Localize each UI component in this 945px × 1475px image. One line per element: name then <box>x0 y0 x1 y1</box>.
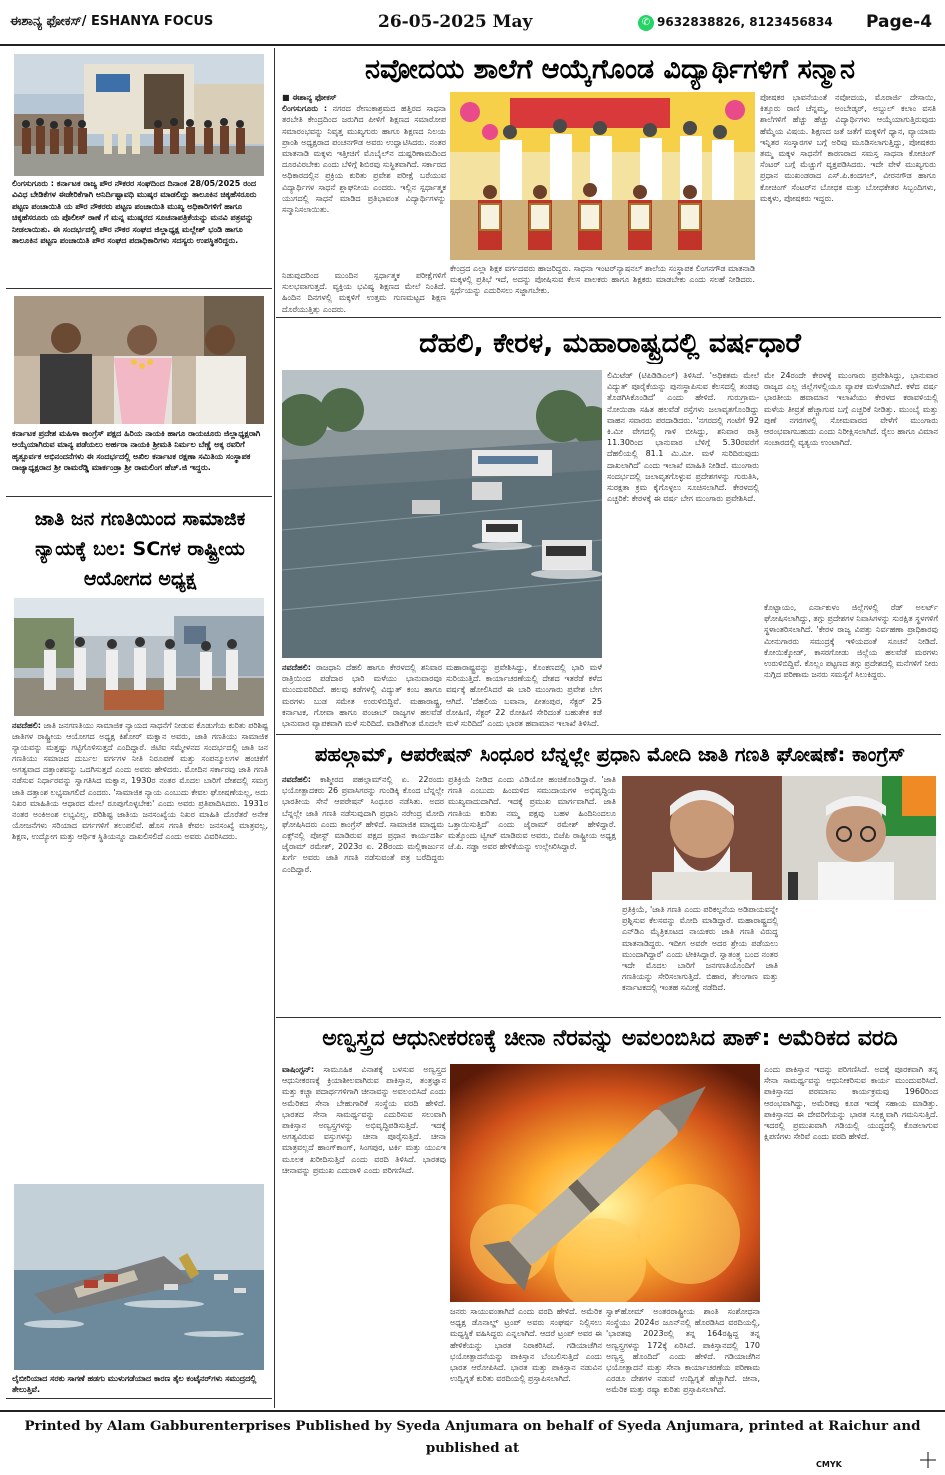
rain-body-4: ಲಿಮಿಟೆಡ್ (ಟಿಪಿಡಿಡಿಎಲ್) ತಿಳಿಸಿದೆ. 'ಅಧಿಕತಮ ಮೇಲೆ ವಿದ್ಯುತ್ ಪೂರೈಕೆಯನ್ನು ಪುನಃಸ್ಥಾಪಿಸುವ ಕೆಲಸದಲ್ಲಿ ತಂಡವು ತೊಡಗಿಸಿಕೊಂಡಿದೆ' ಎಂದು ಹೇಳಿದೆ. ಗುರುಗ್ರಾಮ-ನೋಯಿಡಾ ಸಹಿತ ಹಲವೆಡೆ ರಸ್ತೆಗಳು ಜಲಾವೃತಗೊಂಡಿದ್ದು ವಾಹನ ಸವಾರರು ಪರದಾಡಿದರು. 'ನಗರದಲ್ಲಿ ಗಂಟೆಗೆ 92 ಕಿ.ಮೀ ವೇಗದಲ್ಲಿ ಗಾಳಿ ಬೀಸಿದ್ದು, ಶನಿವಾರ ರಾತ್ರಿ 11.30ರಿಂದ ಭಾನುವಾರ ಬೆಳಿಗ್ಗೆ 5.30ರವರೆಗೆ ದೆಹಲಿಯಲ್ಲಿ 81.1 ಮಿ.ಮೀ. ಮಳೆ ಸುರಿದಿರುವುದು ದಾಖಲಾಗಿದೆ' ಎಂದು ಇಲಾಖೆ ಮಾಹಿತಿ ನೀಡಿದೆ. ಮುಂಗಾರು ಸಂದರ್ಭದಲ್ಲಿ ಜಲಾವೃತಗೊಳ್ಳುವ ಪ್ರದೇಶಗಳನ್ನು ಗುರುತಿಸಿ, ಸುರಕ್ಷತಾ ಕ್ರಮ ಕೈಗೊಳ್ಳಲು ಸೂಚಿಸಲಾಗಿದೆ. ಕೇರಳದಲ್ಲಿ ಎಚ್ಚರಿಕೆ: ಕೇರಳಕ್ಕೆ ಈ ವರ್ಷ ಬೇಗ ಮುಂಗಾರು ಪ್ರವೇಶಿಸಿದೆ. <box>607 371 759 504</box>
imprint-footer <box>0 1410 945 1460</box>
section-divider <box>6 288 272 289</box>
color-registration-bar-center <box>330 1463 510 1469</box>
caste-census-body <box>12 720 268 1180</box>
imprint-line-2 <box>0 1459 945 1460</box>
navodaya-headline: ನವೋದಯ ಶಾಲೆಗೆ ಆಯ್ಕೆಗೊಂಡ ವಿದ್ಯಾರ್ಥಿಗಳಿಗೆ ಸನ್ಮಾನ <box>364 54 856 85</box>
congress-headline: ಪಹಲ್ಗಾಮ್, ಆಪರೇಷನ್ ಸಿಂಧೂರ ಬೆನ್ನಲ್ಲೇ ಪ್ರಧಾನಿ ಮೋದಿ ಜಾತಿ ಗಣತಿ ಘೋಷಣೆ: ಕಾಂಗ್ರೆಸ್ <box>314 743 906 766</box>
congress-body-1 <box>282 774 444 1014</box>
dateline: ನವದೆಹಲಿ: <box>282 663 311 672</box>
section-divider <box>276 734 941 735</box>
site-visit-photo <box>14 598 264 716</box>
article-text: ನಗರದ ರೇಣುಕಾಶ್ರಮದ ಹತ್ತಿರದ ಸಾಧನಾ ತರಬೇತಿ ಕೇಂದ್ರದಿಂದ ಜರುಗಿದ ಪೀಳಿಗೆ ಶಿಕ್ಷಣದ ಸಮಾರೋಪ ಸಮಾರಂಭವನ್ನು ನಿವೃತ್ತ ಮುಖ್ಯಗುರು ಹಾಗೂ ಶಿಕ್ಷಣದ ನಿಲಯ ಪ್ರಾಂಶಿ ಅಧ್ಯಕ್ಷರಾದ ಪಂಚನಗೌಡ ಅವರು ಉದ್ಘಾಟಿಸಿದರು. ನಂತರ ಮಾತನಾಡಿ ಮಕ್ಕಳು ಇತ್ತೀಚಿಗೆ ಮೊಬೈಲ್‌ನ ದುಷ್ಪರಿಣಾಮದಿಂದ ದೂರವಿರಬೇಕು ಎಂದು ಬೆಳಿಗ್ಗೆ ಶಿಬಿರವು ಸುಸ್ಥಿತವಾಗಿದೆ. ಸರ್ಕಾರದ ಅಧಿಕಾರದಲ್ಲಿನ ಪ್ರಕ್ರಿಯ ಕುರಿತು ಪ್ರವೇಶ ಪರೀಕ್ಷೆ ಬರೆಯುವ ವಿದ್ಯಾರ್ಥಿಗಳ ಸಾಧನೆ ಶ್ಲಾಘನೀಯ ಎಂದರು. ಇಲ್ಲಿನ ಸ್ಪರ್ಧಾತ್ಮಕ ಯುಗದಲ್ಲಿ ಸಾಧನೆ ಮಾಡಿದ ಪ್ರತಿಭಾವಂತ ವಿದ್ಯಾರ್ಥಿಗಳನ್ನು ಸನ್ಮಾನಿಸಲಾಯಿತು. <box>282 104 446 215</box>
section-divider <box>6 1398 272 1399</box>
felicitation-caption: ಕರ್ನಾಟಕ ಪ್ರದೇಶ ಮಹಿಳಾ ಕಾಂಗ್ರೆಸ್ ಪಕ್ಷದ ಹಿರಿಯ ನಾಯಕಿ ಹಾಗೂ ರಾಯಚೂರು ಜಿಲ್ಲಾಧ್ಯಕ್ಷರಾಗಿ ಆಯ್ಕೆಯಾಗಿರುವ ಮಾನ್ಯ ಪಡೆಯಲು ಅರ್ಹರಾ ನಾಯಕಿ ಶ್ರೀಮತಿ ನಿರ್ಮಲ ಬೆಣ್ಣೆ ಅಕ್ಕ ರವರಿಗೆ ಹೃತ್ಪೂರ್ವಕ ಅಭಿನಂದನೆಗಳು ಈ ಸಂದರ್ಭದಲ್ಲಿ ಅಖಿಲ ಕರ್ನಾಟಕ ರಕ್ಷಣಾ ಸಮಿತಿಯ ಸಂಸ್ಥಾಪಕ ರಾಜ್ಯಾಧ್ಯಕ್ಷರಾದ ಶ್ರೀ ರಾಮರೆಡ್ಡಿ ಮಾರ್ಕಂಡ್ರಾ ಶ್ರೀ ರಾಮಲಿಂಗ ಹೆಚ್.ಜಿ ಇದ್ದರು. <box>12 429 261 473</box>
rain-body-3: ಮೇ 24ರಂದೇ ಕೇರಳಕ್ಕೆ ಮುಂಗಾರು ಪ್ರವೇಶಿಸಿದ್ದು, ಭಾನುವಾರ ರಾಜ್ಯದ ಎಲ್ಲ ಜಿಲ್ಲೆಗಳಲ್ಲಿಯೂ ವ್ಯಾಪಕ ಮಳೆಯಾಗಿದೆ. ಕಳೆದ ವರ್ಷ ಭಾರತೀಯ ಹವಾಮಾನ ಇಲಾಖೆಯು ಕೇರಳದ ಕರಾವಳಿಯಲ್ಲಿ ಮಳೆಯ ತೀವ್ರತೆ ಹೆಚ್ಚಾಗುವ ಬಗ್ಗೆ ಎಚ್ಚರಿಕೆ ನೀಡಿತ್ತು. ಮುಂಬೈ ಮತ್ತು ಪುಣೆ ನಗರಗಳಲ್ಲಿ ಸೋಮವಾರದ ವೇಳೆಗೆ ಮುಂಗಾರು ಆರಂಭವಾಗಬಹುದು ಎಂದು ನಿರೀಕ್ಷಿಸಲಾಗಿದೆ. ರೈಲು ಹಾಗೂ ವಿಮಾನ ಸಂಚಾರದಲ್ಲಿ ವ್ಯತ್ಯಯ ಉಂಟಾಗಿದೆ. <box>764 371 938 448</box>
flooded-road-photo <box>282 370 602 658</box>
column-divider <box>274 48 275 1408</box>
protest-photo <box>14 54 264 176</box>
crosshair-icon <box>920 1452 936 1468</box>
congress-body-3: ಪ್ರತಿಕ್ರಿಯೆ, 'ಜಾತಿ ಗಣತಿ ಎಂದು ಪರಿಕಲ್ಪನೆಯ ಅಡಿಪಾಯವನ್ನೇ ಪ್ರಶ್ನಿಸುವ ಕೆಲಸವನ್ನು ಮೋದಿ ಮಾಡಿದ್ದಾರೆ. ಮಹಾರಾಷ್ಟ್ರದಲ್ಲಿ ಎನ್‌ಡಿಎ ಮೈತ್ರಿಕೂಟದ ನಾಯಕರು ಜಾತಿ ಗಣತಿ ವಿರುದ್ಧ ಮಾತನಾಡಿದ್ದರು. ಇದೀಗ ಅವರೇ ಅದರ ಶ್ರೇಯ ಪಡೆಯಲು ಮುಂದಾಗಿದ್ದಾರೆ' ಎಂದು ಟೀಕಿಸಿದ್ದಾರೆ. ಸ್ವಾತಂತ್ರ್ಯ ಬಂದ ನಂತರ ಇದೇ ಮೊದಲ ಬಾರಿಗೆ ಜನಗಣತಿಯೊಂದಿಗೆ ಜಾತಿ ಗಣತಿಯನ್ನು ಸೇರಿಸಲಾಗುತ್ತಿದೆ. ಬಿಹಾರ, ತೆಲಂಗಾಣ ಮತ್ತು ಕರ್ನಾಟಕದಲ್ಲಿ ಇಂತಹ ಸಮೀಕ್ಷೆ ನಡೆದಿದೆ. <box>622 905 778 993</box>
protest-caption: ಲಿಂಗಸುಗೂರು : ಕರ್ನಾಟಕ ರಾಜ್ಯ ಪೌರ ನೌಕರರ ಸಂಘದಿಂದ ದಿನಾಂಕ 28/05/2025 ರಂದ ವಿವಿಧ ಬೇಡಿಕೆಗಳ ಈಡೇರಿಕೆಗಾಗಿ ಅನಿರ್ದಿಷ್ಟಾವಧಿ ಮುಷ್ಕರ ಮಾಡಲಿದ್ದು ತಾಲೂಕಿನ ಚಿಕ್ಕಹೆಸರೂರು ಪಟ್ಟಣ ಪಂಚಾಯಿತಿ ಯ ಪೌರ ನೌಕರರು ಪಟ್ಟಣ ಪಂಚಾಯಿತಿ ಮುಖ್ಯ ಅಧಿಕಾರಿಗಳಿಗೆ ಹಾಗೂ ಚಿಕ್ಕಹೆಸರೂರು ಯ ಪೊಲೀಸ್ ಠಾಣೆ ಗೆ ಮನ್ನ ಮುಷ್ಕರದ ಸೂಚನಾಪತ್ರಿಕೆಯನ್ನು ಮನವಿ ಪತ್ರವನ್ನು ನೀಡಲಾಯಿತು. ಈ ಸಂದರ್ಭದಲ್ಲಿ ಪೌರ ನೌಕರ ಸಂಘದ ಜಿಲ್ಲಾಧ್ಯಕ್ಷ ಮಲ್ಲೇಶ್ ಭಂಡಿ ಹಾಗೂ ತಾಲೂಕಿನ ಪಟ್ಟಣ ಪಂಚಾಯಿತಿ ಪೌರ ಸಂಘದ ಪದಾಧಿಕಾರಿಗಳು ಸದಸ್ಯರು ಉಪಸ್ಥಿತರಿದ್ದರು. <box>12 179 257 246</box>
pak-headline: ಅಣ್ವಸ್ತ್ರದ ಆಧುನೀಕರಣಕ್ಕೆ ಚೀನಾ ನೆರವನ್ನು ಅವಲಂಬಿಸಿದ ಪಾಕ್: ಅಮೆರಿಕದ ವರದಿ <box>322 1026 898 1051</box>
caste-census-headline: ಜಾತಿ ಜನ ಗಣತಿಯಿಂದ ಸಾಮಾಜಿಕ ನ್ಯಾಯಕ್ಕೆ ಬಲ: SCಗಳ ರಾಷ್ಟ್ರೀಯ ಆಯೋಗದ ಅಧ್ಯಕ್ಷ <box>34 508 246 590</box>
pak-body-3: ಸ್ವಾಕ್‌ಹೋಮ್ ಅಂತರರಾಷ್ಟ್ರೀಯ ಶಾಂತಿ ಸಂಶೋಧನಾ ಸಂಸ್ಥೆಯು 2024ರ ಜೂನ್‌ನಲ್ಲಿ ಹೊರಡಿಸಿದ ವರದಿಯಲ್ಲಿ, 'ಭಾರತವು 2023ರಲ್ಲಿ ತನ್ನ 164ರಷ್ಟಿದ್ದ ತನ್ನ ಅಣ್ವಸ್ತ್ರಗಳನ್ನು 172ಕ್ಕೆ ಏರಿಸಿದೆ. ಪಾಕಿಸ್ತಾನದಲ್ಲಿ 170 ಅಣ್ವಸ್ತ್ರ ಹೊಂದಿದೆ' ಎಂದು ಹೇಳಿದೆ. ಗಡಿಯಾಚೆಗಿನ ಭಯೋತ್ಪಾದನೆ ಮತ್ತು ಸೇನಾ ಕಾರ್ಯಾಚರಣೆಯ ಪರಿಣಾಮ ಎರಡೂ ದೇಶಗಳ ನಡುವೆ ಉದ್ವಿಗ್ನತೆ ಹೆಚ್ಚಾಗಿದೆ. ಚೀನಾ, ಅಮೆರಿಕ ಮತ್ತು ರಷ್ಯಾ ಕುರಿತು ಪ್ರಸ್ತಾಪಿಸಲಾಗಿದೆ. <box>606 1307 760 1395</box>
pak-body-2: ಜನರು ಸಾಯುವಂತಾಗಿದೆ ಎಂದು ವರದಿ ಹೇಳಿದೆ. ಅಮೆರಿಕ ಅಧ್ಯಕ್ಷ ಡೊನಾಲ್ಡ್ ಟ್ರಂಪ್ ಅವರು ಸಂಘರ್ಷ ನಿಲ್ಲಿಸಲು ಮಧ್ಯಸ್ಥಿಕೆ ವಹಿಸಿದ್ದರು ಎನ್ನಲಾಗಿದೆ. ಆದರೆ ಟ್ರಂಪ್ ಅವರ ಈ ಹೇಳಿಕೆಯನ್ನು ಭಾರತ ನಿರಾಕರಿಸಿದೆ. ಗಡಿಯಾಚೆಗಿನ ಭಯೋತ್ಪಾದನೆಯನ್ನು ಪಾಕಿಸ್ತಾನ ಬೆಂಬಲಿಸುತ್ತಿದೆ ಎಂದು ಭಾರತ ಆರೋಪಿಸಿದೆ. ಭಾರತ ಮತ್ತು ಪಾಕಿಸ್ತಾನ ನಡುವಿನ ಉದ್ವಿಗ್ನತೆ ಕುರಿತು ವರದಿಯಲ್ಲಿ ಪ್ರಸ್ತಾಪಿಸಲಾಗಿದೆ. <box>450 1307 602 1384</box>
rain-headline: ದೆಹಲಿ, ಕೇರಳ, ಮಹಾರಾಷ್ಟ್ರದಲ್ಲಿ ವರ್ಷಧಾರೆ <box>419 328 801 359</box>
cmyk-mark: CMYK <box>816 1460 842 1469</box>
issue-date: 26-05-2025 May <box>378 12 533 32</box>
imprint-line-1: Printed by Alam Gabburenterprises Published by Syeda Anjumara on behalf of Syeda Anjumara, printed at Raichur and published at <box>24 1418 921 1456</box>
section-divider <box>276 1017 941 1018</box>
rain-body-2: ಮಹಾರಾಷ್ಟ್ರವನ್ನು ಪ್ರವೇಶಿಸಿದ್ದು, ಕೊಂಕಣದಲ್ಲಿ ಭಾರಿ ಮಳೆ ಸುರಿಯುತ್ತಿದೆ. ಕಾರ್ಯಾಚರಣೆಯಲ್ಲಿ ದೇಶದ ಇತರೆಡೆ ಕಳೆದ ವರ್ಷಕ್ಕೆ ಹೋಲಿಸಿದರೆ ಈ ಬಾರಿ ಮುಂಗಾರು ಪ್ರವೇಶ ಬೇಗ ಆಗಿದೆ. 'ದೆಹಲಿಯ ಬವಾನಾ, ಪೀತಂಪುರ, ಸೆಕ್ಟರ್ 25 ರೋಹಿಣಿ, ಸೆಕ್ಟರ್ 22 ರೋಹಿಣಿ ಸೇರಿದಂತೆ ಬಹುತೇಕ ಕಡೆ ಮಳೆ ಸುರಿದಿದೆ' ಎಂದು ಭಾರತ ಹವಾಮಾನ ಇಲಾಖೆ ತಿಳಿಸಿದೆ. <box>446 663 602 729</box>
congress-body-2: ಪ್ರತಿಕ್ರಿಯೆ ನೀಡಿದ ಎಂದು ವಿಡಿಯೋ ಹಂಚಿಕೊಂಡಿದ್ದಾರೆ. 'ಜಾತಿ ಗಣತಿ ಎಂಬುದು ಹಿಂದುಳಿದ ಸಮುದಾಯಗಳ ಅಭಿವೃದ್ಧಿಯ ಮುಖ್ಯವಾದುದಾಗಿದೆ. ಇದಕ್ಕೆ ಪ್ರಮುಖ ಮಾರ್ಗವಾಗಿದೆ. ಜಾತಿ ಗಣತಿಯ ಕುರಿತು ನಮ್ಮ ಪಕ್ಷವು ಬಹಳ ಹಿಂದಿನಿಂದಲೂ ಒತ್ತಾಯಿಸುತ್ತಿದೆ' ಎಂದು ಜೈರಾಮ್ ರಮೇಶ್ ಹೇಳಿದ್ದಾರೆ. ಮತ್ತೊಂದು ಟ್ವೀಟ್ ಮಾಡಿರುವ ಅವರು, ಬಿಜೆಪಿ ರಾಷ್ಟ್ರೀಯ ಅಧ್ಯಕ್ಷ ಜೆ.ಪಿ. ನಡ್ಡಾ ಅವರ ಹೇಳಿಕೆಯನ್ನು ಉಲ್ಲೇಖಿಸಿದ್ದಾರೆ. <box>448 775 616 852</box>
navodaya-body-left <box>282 92 446 268</box>
dateline: ವಾಷಿಂಗ್ಟನ್: <box>282 1065 315 1074</box>
color-registration-bar-left <box>22 1463 82 1469</box>
rain-body-1 <box>282 662 442 730</box>
section-divider <box>6 496 272 497</box>
navodaya-body-mid: ನಿಡುವುದರಿಂದ ಮುಂದಿನ ಸ್ಪರ್ಧಾತ್ಮಕ ಪರೀಕ್ಷೆಗಳಿಗೆ ಸುಲಭವಾಗುತ್ತದೆ. ವ್ಯಕ್ತಿಯ ಭವಿಷ್ಯ ಶಿಕ್ಷಣದ ಮೇಲೆ ನಿಂತಿದೆ. ಹಿಂದಿನ ದಿನಗಳಲ್ಲಿ ಮಕ್ಕಳಿಗೆ ಉತ್ತಮ ಗುಣಮಟ್ಟದ ಶಿಕ್ಷಣ ದೊರೆಯುತ್ತಿತ್ತು ಎಂದರು. <box>282 271 446 314</box>
navodaya-body-right: ಪೋಷಕರ ಭಾವನೆಯಂತೆ ನವೋದಯ, ಮೊರಾರ್ಜಿ ದೇಸಾಯಿ, ಕಿತ್ತೂರು ರಾಣಿ ಚೆನ್ನಮ್ಮ, ಅಂಬೇಡ್ಕರ್, ಅಬ್ದುಲ್ ಕಲಾಂ ವಸತಿ ಶಾಲೆಗಳಿಗೆ ಹೆಚ್ಚು ಹೆಚ್ಚು ವಿದ್ಯಾರ್ಥಿಗಳು ಆಯ್ಕೆಯಾಗುತ್ತಿರುವುದು ಹೆಮ್ಮೆಯ ವಿಷಯ. ಶಿಕ್ಷಣದ ಜತೆ ಜತೆಗೆ ಮಕ್ಕಳಿಗೆ ಧ್ಯಾನ, ವ್ಯಾಯಾಮ ಇನ್ನಿತರ ಸಂಸ್ಕಾರಗಳ ಬಗ್ಗೆ ಅರಿವು ಮೂಡಿಸಲಾಗುತ್ತಿದ್ದು, ಪೋಷಕರು ತಮ್ಮ ಮಕ್ಕಳ ಸಾಧನೆಗೆ ಕಾರಣರಾದ ಸಮಸ್ತ ಸಾಧನಾ ಕೋಚಿಂಗ್ ಸೆಂಟರ್ ಬಗ್ಗೆ ಮೆಚ್ಚುಗೆ ವ್ಯಕ್ತಪಡಿಸಿದರು. ಇದೇ ವೇಳೆ ಮುಖ್ಯಗುರು ಪ್ರಧಾನ ಮುಖಂಡರಾದ ಎಸ್.ಪಿ.ಕಂದಗಲ್, ವೀರನಗೌಡ ಹಾಗೂ ಕೋಚಿಂಗ್ ಸೆಂಟರ್‌ನ ಬೋಧಕ ಮತ್ತು ಬೋಧಕೇತರ ಸಿಬ್ಬಂದಿಗಳು, ಮಕ್ಕಳು, ಪೋಷಕರು ಇದ್ದರು. <box>760 93 936 203</box>
leaders-photo <box>622 776 936 900</box>
dateline: ನವದೆಹಲಿ: <box>282 775 311 784</box>
article-text: ಸಾಮೂಹಿಕ ವಿನಾಶಕ್ಕೆ ಬಳಸುವ ಅಣ್ವಸ್ತ್ರದ ಆಧುನೀಕರಣಕ್ಕೆ ಕ್ರಿಯಾಶೀಲವಾಗಿರುವ ಪಾಕಿಸ್ತಾನ, ತಂತ್ರಜ್ಞಾನ ಮತ್ತು ಕಚ್ಚಾ ಪದಾರ್ಥಗಳಿಗಾಗಿ ಚೀನಾವನ್ನು ಅವಲಂಬಿಸಿದೆ ಎಂದು ಅಮೆರಿಕದ ಸೇನಾ ಬೇಹುಗಾರಿಕೆ ಸಂಸ್ಥೆಯ ವರದಿ ಹೇಳಿದೆ. ಭಾರತದ ಸೇನಾ ಸಾಮರ್ಥ್ಯವನ್ನು ಎದುರಿಸುವ ಸಲುವಾಗಿ ಪಾಕಿಸ್ತಾನ ಅಣ್ವಸ್ತ್ರಗಳನ್ನು ಅಭಿವೃದ್ಧಿಪಡಿಸುತ್ತಿದೆ. ಇದಕ್ಕೆ ಅಗತ್ಯವಿರುವ ವಸ್ತುಗಳನ್ನು ಚೀನಾ ಪೂರೈಸುತ್ತಿದೆ. ಚೀನಾ ಮಾತ್ರವಲ್ಲದೆ ಹಾಂಗ್‌ಕಾಂಗ್, ಸಿಂಗಪುರ, ಟರ್ಕಿ ಮತ್ತು ಯುಎಇ ಮೂಲಕ ಖರೀದಿಸುತ್ತಿದೆ ಎಂದು ವರದಿ ತಿಳಿಸಿದೆ. ಭಾರತವು ಚೀನಾವನ್ನು ಪ್ರಮುಖ ಎದುರಾಳಿ ಎಂದು ಪರಿಗಣಿಸಿದೆ. <box>282 1065 446 1175</box>
whatsapp-icon: ✆ <box>638 15 654 31</box>
sinking-ship-photo <box>14 1184 264 1370</box>
missile-explosion-photo <box>450 1064 760 1302</box>
color-registration-bar-right <box>700 1463 800 1469</box>
article-text: ರಾಜಧಾನಿ ದೆಹಲಿ ಹಾಗೂ ಕೇರಳದಲ್ಲಿ ಶನಿವಾರ ರಾತ್ರಿಯಿಂದ ಪಡೆದಾರ ಭಾರಿ ಮಳೆಯು ಭಾನುವಾರವೂ ಮುಂದುವರಿದಿದೆ. ಹಲವು ಕಡೆಗಳಲ್ಲಿ ವಿದ್ಯುತ್ ಕಂಬ ಹಾಗೂ ಮರಗಳು ಬುಡ ಸಮೇತ ಉರುಳಿಬಿದ್ದಿವೆ. ಮಹಾರಾಷ್ಟ್ರ, ಕರ್ನಾಟಕ, ಗೋವಾ ಹಾಗೂ ಪಂಜಾಬ್ ರಾಜ್ಯಗಳ ಹಲವೆಡೆ ಭಾನುವಾರ ವ್ಯಾಪಕವಾಗಿ ಮಳೆ ಸುರಿದಿದೆ. ವಾಡಿಕೆಗಿಂತ ಮೊದಲೇ <box>282 663 442 729</box>
section-divider <box>276 317 941 318</box>
masthead <box>0 0 945 46</box>
phone-numbers: 9632838826, 8123456834 <box>657 15 833 29</box>
page-number: Page-4 <box>866 12 933 32</box>
pak-body-4: ಎಂದು ಪಾಕಿಸ್ತಾನ ಇದನ್ನು ಪರಿಗಣಿಸಿದೆ. ಅದಕ್ಕೆ ಪೂರಕವಾಗಿ ತನ್ನ ಸೇನಾ ಸಾಮರ್ಥ್ಯವನ್ನು ಆಧುನೀಕರಿಸುವ ಕಾರ್ಯ ಮುಂದುವರಿಸಿದೆ. ಪಾಕಿಸ್ತಾನದ ಪರಮಾಣು ಕಾರ್ಯಕ್ರಮವು 1960ರಿಂದ ಆರಂಭವಾಗಿದ್ದು, ಅಮೆರಿಕವು ಕೂಡ ಇದಕ್ಕೆ ಸಹಾಯ ಮಾಡಿತ್ತು. ಪಾಕಿಸ್ತಾನದ ಈ ದೇವರಿಗೆಯನ್ನು ಭಾರತ ಸೂಕ್ಷ್ಮವಾಗಿ ಗಮನಿಸುತ್ತಿದೆ. ಇದರಲ್ಲಿ ಪ್ರಮುಖವಾಗಿ ಗಡಿಯಲ್ಲಿ ಯುದ್ಧದಲ್ಲಿ ಕೊಡಲಾಗುವ ಕ್ಷಿಪಣಿಗಳು ಸೇರಿವೆ ಎಂದು ವರದಿ ಹೇಳಿದೆ. <box>764 1065 938 1142</box>
dateline: ಲಿಂಗಸುಗೂರು : <box>282 104 328 114</box>
dateline: ನವದೆಹಲಿ: <box>12 721 41 730</box>
ship-caption: ಲೈಬೀರಿಯಾದ ಸರಕು ಸಾಗಣೆ ಹಡಗು ಮುಳುಗಡೆಯಾದ ಕಾರಣ ತೈಲ ಕಂಟೈನರ್‌ಗಳು ಸಮುದ್ರದಲ್ಲಿ ತೇಲುತ್ತಿವೆ. <box>12 1374 257 1395</box>
article-text: ಕಾಶ್ಮೀರದ ಪಹಲ್ಗಾಮ್‌ನಲ್ಲಿ ಏ. 22ರಂದು ಭಯೋತ್ಪಾದಕರು 26 ಪ್ರವಾಸಿಗರನ್ನು ಗುಂಡಿಕ್ಕಿ ಕೊಂದ ಬೆನ್ನಲ್ಲೇ ಭಾರತೀಯ ಸೇನೆ ಆಪರೇಷನ್ ಸಿಂಧೂರ ನಡೆಸಿತು. ಅದರ ಬೆನ್ನಲ್ಲೇ ಜಾತಿ ಗಣತಿ ನಡೆಸುವುದಾಗಿ ಪ್ರಧಾನಿ ನರೇಂದ್ರ ಮೋದಿ ಘೋಷಿಸಿದರು ಎಂದು ಕಾಂಗ್ರೆಸ್ ಹೇಳಿದೆ. ಸಾಮಾಜಿಕ ಮಾಧ್ಯಮ ಎಕ್ಸ್‌ನಲ್ಲಿ ಪೋಸ್ಟ್ ಮಾಡಿರುವ ಪಕ್ಷದ ಪ್ರಧಾನ ಕಾರ್ಯದರ್ಶಿ ಜೈರಾಮ್ ರಮೇಶ್, 2023ರ ಏ. 28ರಂದು ಮಲ್ಲಿಕಾರ್ಜುನ ಖರ್ಗೆ ಅವರು ಜಾತಿ ಗಣತಿ ನಡೆಸುವಂತೆ ಪತ್ರ ಬರೆದಿದ್ದರು ಎಂದಿದ್ದಾರೆ. <box>282 775 444 874</box>
pak-body-1 <box>282 1064 446 1404</box>
paper-name: ಈಶಾನ್ಯ ಫೋಕಸ್/ ESHANYA FOCUS <box>10 14 214 29</box>
rain-body-5: ಕೊಟ್ಟಾಯಂ, ಎರ್ನಾಕುಳಂ ಜಿಲ್ಲೆಗಳಲ್ಲಿ ರೆಡ್ ಅಲರ್ಟ್ ಘೋಷಿಸಲಾಗಿದ್ದು, ತಗ್ಗು ಪ್ರದೇಶಗಳ ನಿವಾಸಿಗಳನ್ನು ಸುರಕ್ಷಿತ ಸ್ಥಳಗಳಿಗೆ ಸ್ಥಳಾಂತರಿಸಲಾಗಿದೆ. 'ಕೇರಳ ರಾಜ್ಯ ವಿಪತ್ತು ನಿರ್ವಹಣಾ ಪ್ರಾಧಿಕಾರವು ಮೀನುಗಾರರು ಸಮುದ್ರಕ್ಕೆ ಇಳಿಯದಂತೆ ಸೂಚನೆ ನೀಡಿದೆ. ಕೋಯಿಕ್ಕೋಡ್, ಕಾಸರಗೋಡು ಜಿಲ್ಲೆಯ ಹಲವೆಡೆ ಮರಗಳು ಉರುಳಿಬಿದ್ದಿವೆ. ಕೊಲ್ಲಂ ಪಟ್ಟಣದ ತಗ್ಗು ಪ್ರದೇಶದಲ್ಲಿ ಮನೆಗಳಿಗೆ ನೀರು ನುಗ್ಗಿದ ಪರಿಣಾಮ ಜನರು ಸಮಸ್ಯೆಗೆ ಸಿಲುಕಿದ್ದರು. <box>764 603 938 680</box>
navodaya-body-bottom: ಕೇಂದ್ರದ ಎಲ್ಲಾ ಶಿಕ್ಷಕ ವರ್ಗದವರು ಹಾಜರಿದ್ದರು. ಸಾಧನಾ ಇಂಟರ್‌ನ್ಯಾಷನಲ್ ಶಾಲೆಯ ಸಂಸ್ಥಾಪಕ ಲಿಂಗನಗೌಡ ಮಾತನಾಡಿ ಮಕ್ಕಳಲ್ಲಿ ಪ್ರತಿಭೆ ಇದೆ, ಅದನ್ನು ಪೋಷಿಸುವ ಕೆಲಸ ಪಾಲಕರು ಹಾಗೂ ಶಿಕ್ಷಕರು ಮಾಡಬೇಕು ಎಂದು ಸಲಹೆ ನೀಡಿದರು. ಸ್ಪರ್ಧೆಯನ್ನು ಎದುರಿಸಲು ಸಜ್ಜಾಗಬೇಕು. <box>450 264 755 296</box>
students-felicitation-photo <box>450 92 755 260</box>
byline: ■ ಈಶಾನ್ಯ ಫೋಕಸ್ <box>282 93 337 102</box>
felicitation-photo <box>14 296 264 424</box>
article-text: ಜಾತಿ ಜನಗಣತಿಯು ಸಾಮಾಜಿಕ ನ್ಯಾಯದ ಸಾಧನೆಗೆ ನೀಡುವ ಕೊಡುಗೆಯ ಕುರಿತು ಪರಿಶಿಷ್ಟ ಜಾತಿಗಳ ರಾಷ್ಟ್ರೀಯ ಆಯೋಗದ ಅಧ್ಯಕ್ಷ ಕಿಶೋರ್ ಮಕ್ವಾನ ಅವರು, ಜಾತಿ ಗಣತಿಯು ಸಾಮಾಜಿಕ ನ್ಯಾಯವನ್ನು ಮತ್ತಷ್ಟು ಗಟ್ಟಿಗೊಳಿಸುತ್ತದೆ ಎಂದಿದ್ದಾರೆ. ಜಿಟಿಐ ಸಮ್ಮೇಳನದ ಸಂದರ್ಭದಲ್ಲಿ ಜಾತಿ ಜನ ಗಣತಿಯು ಸಮಾಜದ ದುರ್ಬಲ ವರ್ಗಗಳ ನೀತಿ ನಿರೂಪಣೆ ಮತ್ತು ಸಂಪನ್ಮೂಲಗಳ ಹಂಚಿಕೆಗೆ ಅಗತ್ಯವಾದ ದತ್ತಾಂಶವನ್ನು ಒದಗಿಸುತ್ತದೆ ಎಂದು ಅವರು ಹೇಳಿದರು. ಮೋದಿನ ಸರ್ಕಾರವು ಜಾತಿ ಗಣತಿ ನಡೆಸುವ ನಿರ್ಧಾರವನ್ನು ಸ್ವಾಗತಿಸಿದ ಮಕ್ವಾನ, 1930ರ ನಂತರ ಮೊದಲ ಬಾರಿಗೆ ದೇಶದಲ್ಲಿ ಸಮಗ್ರ ಜಾತಿ ದತ್ತಾಂಶ ಲಭ್ಯವಾಗಲಿದೆ ಎಂದರು. 'ಸಾಮಾಜಿಕ ನ್ಯಾಯ ಎಂಬುದು ಕೇವಲ ಘೋಷಣೆಯಲ್ಲ, ಅದು ನಿಖರ ಮಾಹಿತಿಯ ಆಧಾರದ ಮೇಲೆ ರೂಪುಗೊಳ್ಳಬೇಕು' ಎಂದು ಅವರು ಪ್ರತಿಪಾದಿಸಿದರು. 1931ರ ನಂತರ ಅಂಕಿಅಂಶ ಲಭ್ಯವಿಲ್ಲ, ಪರಿಶಿಷ್ಟ ಜಾತಿಯ ಜನಸಂಖ್ಯೆಯ ನಿಖರ ಮಾಹಿತಿ ದೊರೆತರೆ ಅನೇಕ ಯೋಜನೆಗಳು ಸರಿಯಾದ ವರ್ಗಗಳಿಗೆ ತಲುಪಲಿವೆ. ಹೊಸ ಗಣತಿ ಕೇವಲ ಜನಸಂಖ್ಯೆ ಮಾತ್ರವಲ್ಲ, ಶಿಕ್ಷಣ, ಉದ್ಯೋಗ ಮತ್ತು ಆರ್ಥಿಕ ಸ್ಥಿತಿಯನ್ನೂ ದಾಖಲಿಸಲಿದೆ ಎಂದು ಅವರು ವಿವರಿಸಿದರು. <box>12 721 268 841</box>
